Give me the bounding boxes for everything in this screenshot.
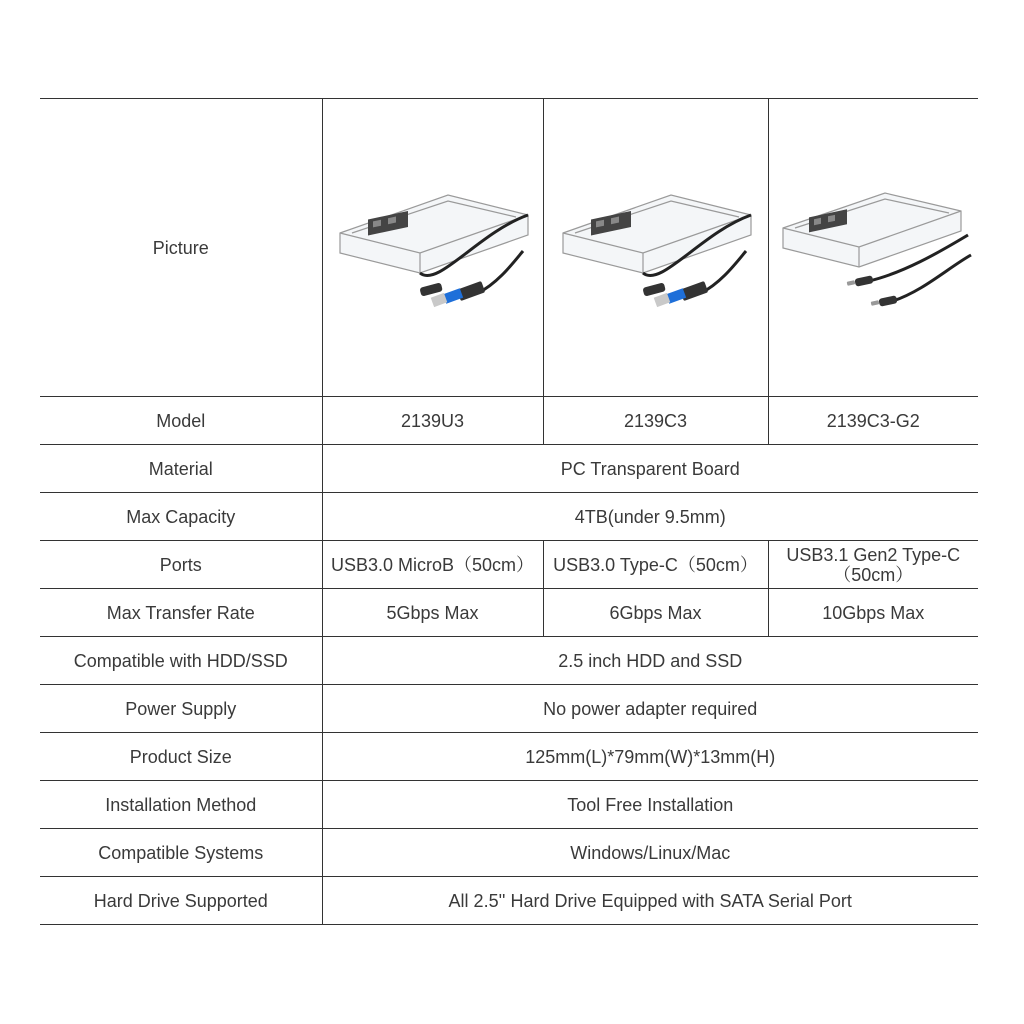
value-power-supply: No power adapter required: [322, 685, 978, 733]
label-compatible-hdd-ssd: Compatible with HDD/SSD: [40, 637, 322, 685]
transparent-enclosure-usb-a-icon: [328, 173, 538, 323]
label-hard-drive-supported: Hard Drive Supported: [40, 877, 322, 925]
label-installation-method: Installation Method: [40, 781, 322, 829]
ports-2: USB3.0 Type-C（50cm）: [543, 541, 768, 589]
row-installation-method: [40, 781, 978, 829]
label-compatible-systems: Compatible Systems: [40, 829, 322, 877]
ports-1: USB3.0 MicroB（50cm）: [322, 541, 543, 589]
value-compatible-hdd-ssd: 2.5 inch HDD and SSD: [322, 637, 978, 685]
model-1: 2139U3: [322, 397, 543, 445]
row-material: [40, 445, 978, 493]
label-max-capacity: Max Capacity: [40, 493, 322, 541]
label-ports: Ports: [40, 541, 322, 589]
row-compatible-hdd-ssd: [40, 637, 978, 685]
row-picture: [40, 99, 978, 397]
row-power-supply: [40, 685, 978, 733]
rate-1: 5Gbps Max: [322, 589, 543, 637]
ports-3: [768, 541, 978, 589]
value-max-capacity: 4TB(under 9.5mm): [322, 493, 978, 541]
label-material: Material: [40, 445, 322, 493]
label-model: Model: [40, 397, 322, 445]
picture-cell-3: [768, 99, 978, 397]
picture-cell-2: [543, 99, 768, 397]
rate-3: 10Gbps Max: [768, 589, 978, 637]
label-max-transfer-rate: Max Transfer Rate: [40, 589, 322, 637]
label-product-size: Product Size: [40, 733, 322, 781]
value-installation-method: Tool Free Installation: [322, 781, 978, 829]
model-3: 2139C3-G2: [768, 397, 978, 445]
row-product-size: [40, 733, 978, 781]
value-hard-drive-supported: All 2.5'' Hard Drive Equipped with SATA Serial Port: [322, 877, 978, 925]
row-max-transfer-rate: [40, 589, 978, 637]
transparent-enclosure-usb-a-icon: [551, 173, 761, 323]
value-product-size: 125mm(L)*79mm(W)*13mm(H): [322, 733, 978, 781]
row-model: [40, 397, 978, 445]
spec-table: [40, 98, 978, 925]
row-max-capacity: [40, 493, 978, 541]
rate-2: 6Gbps Max: [543, 589, 768, 637]
model-2: 2139C3: [543, 397, 768, 445]
label-power-supply: Power Supply: [40, 685, 322, 733]
ports-3-line1: USB3.1 Gen2 Type-C: [786, 544, 961, 565]
row-hard-drive-supported: [40, 877, 978, 925]
value-material: PC Transparent Board: [322, 445, 978, 493]
value-compatible-systems: Windows/Linux/Mac: [322, 829, 978, 877]
label-picture: Picture: [40, 99, 322, 397]
picture-cell-1: [322, 99, 543, 397]
transparent-enclosure-usb-c-icon: [773, 173, 973, 323]
row-ports: [40, 541, 978, 589]
row-compatible-systems: [40, 829, 978, 877]
ports-3-line2: （50cm）: [833, 564, 914, 585]
